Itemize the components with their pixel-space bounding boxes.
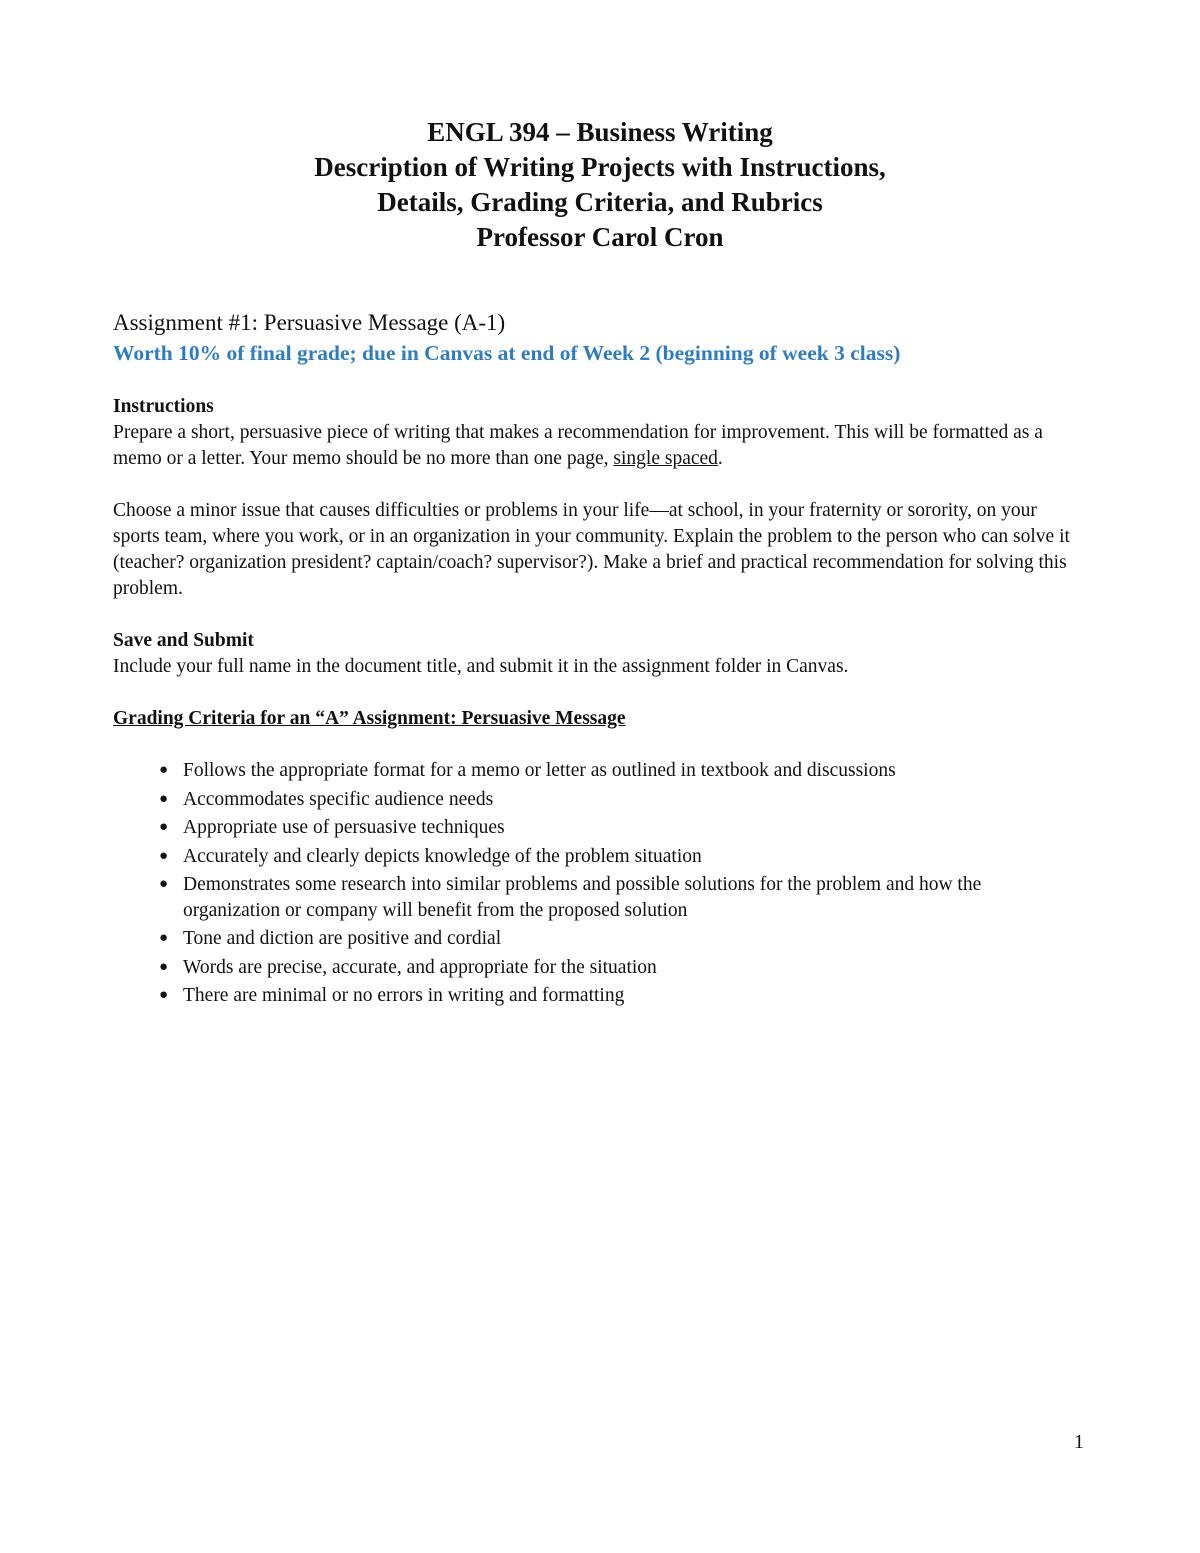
criteria-text: There are minimal or no errors in writing and formatting [183,985,625,1006]
instructions-heading: Instructions [113,396,214,417]
list-item [113,758,1073,784]
save-submit-heading: Save and Submit [113,630,254,651]
bullet-icon: ● [159,930,169,946]
grading-criteria-heading: Grading Criteria for an “A” Assignment: Persuasive Message [113,708,626,729]
list-item [113,872,1073,923]
bullet-icon: ● [159,847,169,864]
instructions-text: Prepare a short, persuasive piece of writing that makes a recommendation for improvement. This will be formatted as a memo or a letter. Your memo should be no more than one page, [113,422,1043,469]
bullet-icon: ● [159,987,169,1003]
criteria-text: Words are precise, accurate, and appropriate for the situation [183,956,657,978]
criteria-text: Appropriate use of persuasive techniques [183,817,505,838]
document-title-block [0,115,1200,255]
document-subtitle-line1: Description of Writing Projects with Instructions, [314,152,886,182]
page-number: 1 [1074,1431,1084,1453]
bullet-icon: ● [159,876,169,892]
bullet-icon: ● [159,762,169,778]
criteria-text: Tone and diction are positive and cordial [183,928,502,949]
instructions-text-end: . [717,448,723,469]
document-subtitle-line2: Details, Grading Criteria, and Rubrics [377,187,823,217]
criteria-text: Accurately and clearly depicts knowledge of the problem situation [183,845,702,867]
list-item [113,844,1073,870]
criteria-text: Accommodates specific audience needs [183,788,494,810]
assignment-worth-note: Worth 10% of final grade; due in Canvas at end of Week 2 (beginning of week 3 class) [113,341,901,365]
criteria-text: Follows the appropriate format for a memo or letter as outlined in textbook and discussions [183,760,896,781]
instructions-paragraph-1 [113,420,1073,472]
grading-criteria-list [113,758,1073,1009]
course-title: ENGL 394 – Business Writing [427,117,773,147]
document-body [113,308,1073,1012]
instructions-paragraph-2: Choose a minor issue that causes difficulties or problems in your life—at school, in your fraternity or sorority, on your sports team, where you work, or in an organization in your community. Explain the problem to the person who can solve it (teacher? organization president? captain/coach? supervisor?). Make a brief and practical recommendation for solving this problem. [113,500,1070,599]
professor-name: Professor Carol Cron [476,222,724,252]
bullet-icon: ● [159,819,169,835]
bullet-icon: ● [159,790,169,807]
list-item [113,926,1073,952]
list-item [113,955,1073,981]
assignment-heading: Assignment #1: Persuasive Message (A-1) [113,310,506,335]
bullet-icon: ● [159,958,169,975]
criteria-text: Demonstrates some research into similar problems and possible solutions for the problem and how the organization or company will benefit from the proposed solution [183,874,982,921]
list-item [113,983,1073,1009]
list-item [113,815,1073,841]
single-spaced-emphasis: single spaced [613,448,718,469]
list-item [113,787,1073,813]
save-submit-text: Include your full name in the document title, and submit it in the assignment folder in Canvas. [113,656,849,677]
